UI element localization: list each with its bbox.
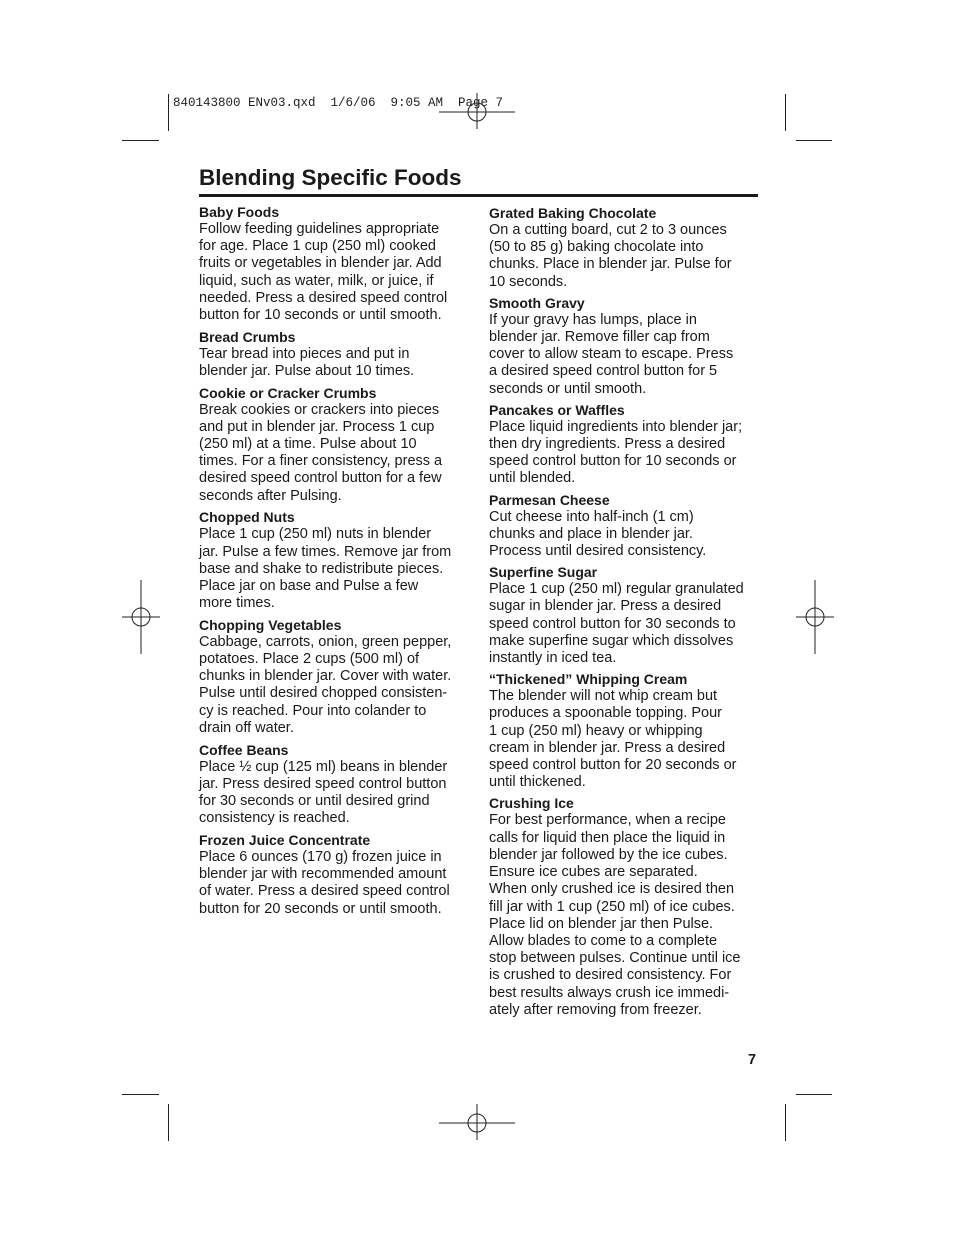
body-text-line: Place jar on base and Pulse a few <box>199 577 419 594</box>
body-text-line: is crushed to desired consistency. For <box>489 967 732 984</box>
body-text-line: Place 1 cup (250 ml) nuts in blender <box>199 526 432 543</box>
food-section <box>199 831 471 918</box>
body-text-line: button for 10 seconds or until smooth. <box>199 307 442 324</box>
body-text-line: Process until desired consistency. <box>489 543 707 560</box>
body-text-line: When only crushed ice is desired then <box>489 881 735 898</box>
body-text-line: 10 seconds. <box>489 273 568 290</box>
body-text-line: Cut cheese into half-inch (1 cm) <box>489 508 694 525</box>
body-text-line: make superfine sugar which dissolves <box>489 632 734 649</box>
body-text-line: drain off water. <box>199 719 294 736</box>
body-text-line: The blender will not whip cream but <box>489 688 718 705</box>
body-text-line: cy is reached. Pour into colander to <box>199 702 427 719</box>
food-section <box>489 294 761 398</box>
food-section <box>489 563 761 667</box>
body-text-line: ately after removing from freezer. <box>489 1001 702 1018</box>
body-text-line: cover to allow steam to escape. Press <box>489 346 734 363</box>
body-text-line: Place lid on blender jar then Pulse. <box>489 915 714 932</box>
body-text-line: Place liquid ingredients into blender jar; <box>489 418 743 435</box>
body-text-line: jar. Press desired speed control button <box>199 775 447 792</box>
body-text-line: Place ½ cup (125 ml) beans in blender <box>199 758 448 775</box>
body-text-line: chunks in blender jar. Cover with water. <box>199 668 452 685</box>
section-heading: Coffee Beans <box>199 741 289 758</box>
section-heading: Crushing Ice <box>489 795 574 812</box>
body-text-line: base and shake to redistribute pieces. <box>199 560 444 577</box>
body-text-line: best results always crush ice immedi- <box>489 984 730 1001</box>
body-text-line: instantly in iced tea. <box>489 650 617 667</box>
page-number: 7 <box>748 1052 757 1068</box>
body-text-line: Pulse until desired chopped consisten- <box>199 685 448 702</box>
food-section <box>489 670 761 791</box>
section-heading: Grated Baking Chocolate <box>489 205 657 221</box>
body-text-line: blender jar with recommended amount <box>199 866 447 883</box>
page-title: Blending Specific Foods <box>199 165 462 190</box>
body-text-line: a desired speed control button for 5 <box>489 363 718 380</box>
registration-mark-right <box>796 580 834 654</box>
body-text-line: until thickened. <box>489 774 586 791</box>
body-text-line: Place 1 cup (250 ml) regular granulated <box>489 581 744 598</box>
body-text-line: jar. Pulse a few times. Remove jar from <box>199 543 452 560</box>
section-heading: Chopping Vegetables <box>199 616 342 633</box>
right-column <box>489 204 761 1022</box>
body-text-line: speed control button for 20 seconds or <box>489 757 737 774</box>
section-heading: Bread Crumbs <box>199 328 296 345</box>
section-heading: Pancakes or Waffles <box>489 401 625 418</box>
body-text-line: for 30 seconds or until desired grind <box>199 792 430 809</box>
body-text-line: of water. Press a desired speed control <box>199 883 450 900</box>
food-section <box>489 401 761 488</box>
body-text-line: For best performance, when a recipe <box>489 812 726 829</box>
crop-mark-top-right-horizontal <box>796 140 832 141</box>
crop-mark-top-left-vertical <box>168 94 169 131</box>
section-heading: Chopped Nuts <box>199 509 295 526</box>
food-section <box>199 203 471 324</box>
body-text-line: seconds or until smooth. <box>489 380 647 397</box>
crop-mark-bottom-left-horizontal <box>122 1094 159 1095</box>
food-section <box>489 204 761 291</box>
body-text-line: needed. Press a desired speed control <box>199 289 448 306</box>
body-text-line: fruits or vegetables in blender jar. Add <box>199 255 442 272</box>
body-text-line: cream in blender jar. Press a desired <box>489 739 726 756</box>
body-text-line: fill jar with 1 cup (250 ml) of ice cubes. <box>489 898 735 915</box>
body-text-line: seconds after Pulsing. <box>199 487 342 504</box>
section-heading: Superfine Sugar <box>489 564 598 581</box>
body-text-line: until blended. <box>489 470 576 487</box>
section-heading: Smooth Gravy <box>489 294 585 311</box>
section-heading: “Thickened” Whipping Cream <box>489 671 688 688</box>
food-section <box>199 741 471 828</box>
food-section <box>199 384 471 505</box>
crop-mark-top-right-vertical <box>785 94 786 131</box>
body-text-line: Break cookies or crackers into pieces <box>199 401 440 418</box>
body-text-line: Place 6 ounces (170 g) frozen juice in <box>199 848 442 865</box>
body-text-line: then dry ingredients. Press a desired <box>489 436 726 453</box>
registration-mark-left <box>122 580 160 654</box>
body-text-line: and put in blender jar. Process 1 cup <box>199 418 435 435</box>
body-text-line: produces a spoonable topping. Pour <box>489 705 722 722</box>
body-text-line: Ensure ice cubes are separated. <box>489 864 698 881</box>
registration-mark-bottom <box>439 1104 515 1140</box>
section-heading: Parmesan Cheese <box>489 491 610 508</box>
body-text-line: more times. <box>199 595 275 612</box>
body-text-line: (250 ml) at a time. Pulse about 10 <box>199 436 417 453</box>
food-section <box>489 491 761 561</box>
body-text-line: Tear bread into pieces and put in <box>199 345 410 362</box>
body-text-line: If your gravy has lumps, place in <box>489 311 697 328</box>
body-text-line: button for 20 seconds or until smooth. <box>199 900 442 917</box>
crop-mark-bottom-right-vertical <box>785 1104 786 1141</box>
body-text-line: sugar in blender jar. Press a desired <box>489 598 722 615</box>
food-section <box>199 328 471 380</box>
left-column <box>199 203 471 921</box>
food-section <box>199 508 471 612</box>
body-text-line: blender jar. Remove filler cap from <box>489 329 710 346</box>
food-section <box>199 616 471 737</box>
body-text-line: blender jar followed by the ice cubes. <box>489 846 728 863</box>
food-section <box>489 794 761 1018</box>
body-text-line: Allow blades to come to a complete <box>489 932 718 949</box>
section-heading: Baby Foods <box>199 204 280 220</box>
body-text-line: blender jar. Pulse about 10 times. <box>199 362 415 379</box>
body-text-line: calls for liquid then place the liquid in <box>489 829 726 846</box>
body-text-line: Cabbage, carrots, onion, green pepper, <box>199 633 452 650</box>
body-text-line: speed control button for 10 seconds or <box>489 453 737 470</box>
body-text-line: chunks and place in blender jar. <box>489 525 693 542</box>
body-text-line: desired speed control button for a few <box>199 470 442 487</box>
body-text-line: Follow feeding guidelines appropriate <box>199 221 440 237</box>
body-text-line: consistency is reached. <box>199 810 350 827</box>
body-text-line: times. For a finer consistency, press a <box>199 453 443 470</box>
printer-slug: 840143800 ENv03.qxd 1/6/06 9:05 AM Page 7 <box>173 96 504 110</box>
title-rule <box>199 194 758 197</box>
registration-mark-top <box>439 93 515 129</box>
body-text-line: for age. Place 1 cup (250 ml) cooked <box>199 238 436 255</box>
body-text-line: liquid, such as water, milk, or juice, if <box>199 272 434 289</box>
body-text-line: chunks. Place in blender jar. Pulse for <box>489 256 732 273</box>
body-text-line: 1 cup (250 ml) heavy or whipping <box>489 722 703 739</box>
crop-mark-bottom-right-horizontal <box>796 1094 832 1095</box>
body-text-line: potatoes. Place 2 cups (500 ml) of <box>199 651 420 668</box>
body-text-line: On a cutting board, cut 2 to 3 ounces <box>489 222 727 238</box>
crop-mark-bottom-left-vertical <box>168 1104 169 1141</box>
section-heading: Frozen Juice Concentrate <box>199 831 371 848</box>
body-text-line: (50 to 85 g) baking chocolate into <box>489 239 704 256</box>
section-heading: Cookie or Cracker Crumbs <box>199 384 377 401</box>
crop-mark-top-left-horizontal <box>122 140 159 141</box>
body-text-line: stop between pulses. Continue until ice <box>489 950 741 967</box>
body-text-line: speed control button for 30 seconds to <box>489 615 736 632</box>
